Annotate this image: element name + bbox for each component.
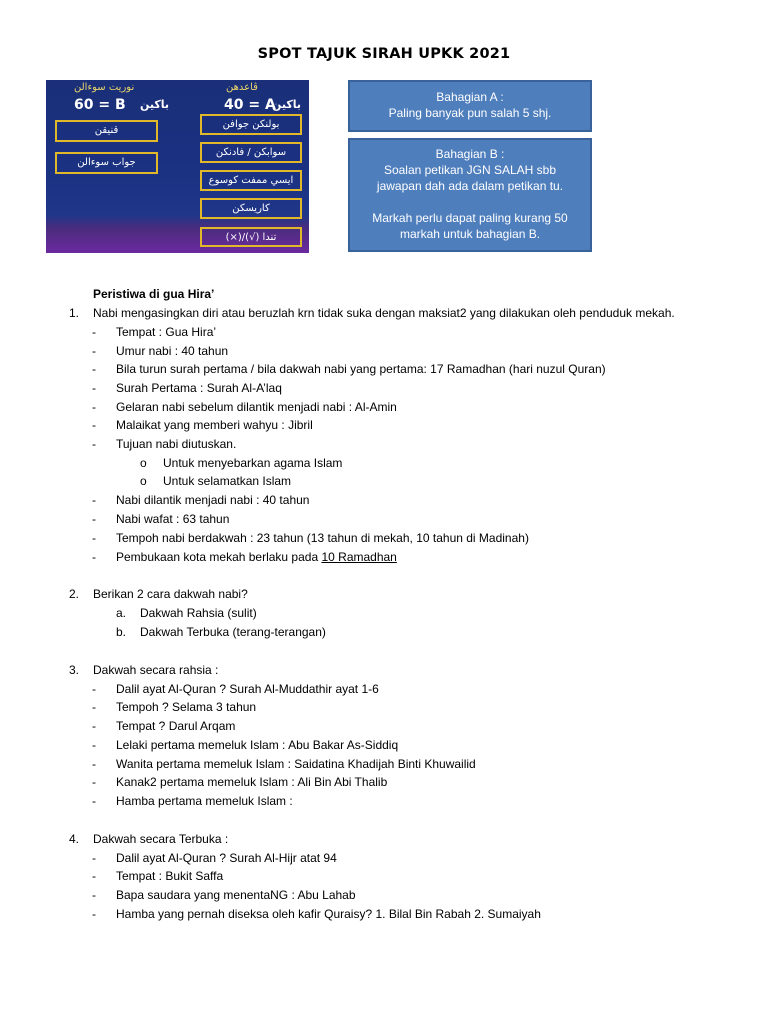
- exam-option-right-4: كاريسكن: [200, 198, 302, 219]
- bullet-dash-icon: -: [92, 512, 96, 526]
- bullet-dash-icon: -: [92, 362, 96, 376]
- exam-score-a: 40 = A: [224, 97, 276, 113]
- section1-last-prefix: Pembukaan kota mekah berlaku pada: [116, 550, 322, 564]
- bullet-dash-icon: -: [92, 531, 96, 545]
- bahagian-b-line4: markah untuk bahagian B.: [399, 227, 541, 241]
- section3-item: Dalil ayat Al-Quran ? Surah Al-Muddathir ayat 1-6: [116, 682, 379, 696]
- bahagian-a-text: Paling banyak pun salah 5 shj.: [388, 106, 552, 120]
- section1-last-underlined: 10 Ramadhan: [321, 550, 397, 564]
- bullet-o-icon: o: [140, 474, 147, 488]
- bahagian-b-box: [348, 138, 592, 252]
- section4-item: Bapa saudara yang menentaNG : Abu Lahab: [116, 888, 356, 902]
- section1-item: Nabi wafat : 63 tahun: [116, 512, 230, 526]
- section3-item: Wanita pertama memeluk Islam : Saidatina Khadijah Binti Khuwailid: [116, 757, 476, 771]
- bullet-dash-icon: -: [92, 700, 96, 714]
- section1-item: Umur nabi : 40 tahun: [116, 344, 229, 358]
- bullet-dash-icon: -: [92, 719, 96, 733]
- bahagian-a-box: [348, 80, 592, 132]
- section3-item: Hamba pertama memeluk Islam :: [116, 794, 293, 808]
- section1-item: Tempat : Gua Hira’: [116, 325, 217, 339]
- bullet-dash-icon: -: [92, 738, 96, 752]
- section3-item: Tempoh ? Selama 3 tahun: [116, 700, 257, 714]
- bullet-dash-icon: -: [92, 869, 96, 883]
- exam-option-left-2: جواب سوءالن: [55, 152, 158, 174]
- section1-item: Tempoh nabi berdakwah : 23 tahun (13 tahun di mekah, 10 tahun di Madinah): [116, 531, 529, 545]
- bullet-dash-icon: -: [92, 325, 96, 339]
- section1-last-item: [116, 550, 397, 564]
- bullet-dash-icon: -: [92, 775, 96, 789]
- bahagian-a-heading: Bahagian A :: [436, 90, 504, 104]
- section1-intro: Nabi mengasingkan diri atau beruzlah krn tidak suka dengan maksiat2 yang dilakukan oleh penduduk mekah.: [93, 306, 675, 320]
- section4-item: Dalil ayat Al-Quran ? Surah Al-Hijr atat 94: [116, 851, 337, 865]
- page-title: SPOT TAJUK SIRAH UPKK 2021: [257, 46, 511, 62]
- bahagian-b-line1: Soalan petikan JGN SALAH sbb: [383, 163, 557, 177]
- bullet-dash-icon: -: [92, 682, 96, 696]
- section3-heading: Dakwah secara rahsia :: [93, 663, 219, 677]
- bullet-dash-icon: -: [92, 794, 96, 808]
- exam-option-left-1: قنيقن: [55, 120, 158, 142]
- section2-a-text: Dakwah Rahsia (sulit): [140, 606, 257, 620]
- section1-item: Surah Pertama : Surah Al-A’laq: [116, 381, 282, 395]
- bullet-dash-icon: -: [92, 381, 96, 395]
- bahagian-b-heading: Bahagian B :: [435, 147, 505, 161]
- bullet-dash-icon: -: [92, 550, 96, 564]
- bullet-dash-icon: -: [92, 493, 96, 507]
- bullet-o-icon: o: [140, 456, 147, 470]
- section2-b-text: Dakwah Terbuka (terang-terangan): [140, 625, 326, 639]
- exam-option-right-1: بولنكن جوافن: [200, 114, 302, 135]
- section3-item: Tempat ? Darul Arqam: [116, 719, 236, 733]
- bahagian-b-line2: jawapan dah ada dalam petikan tu.: [376, 179, 564, 193]
- section1-subitem: Untuk menyebarkan agama Islam: [163, 456, 343, 470]
- bullet-dash-icon: -: [92, 344, 96, 358]
- section1-number: 1.: [69, 306, 80, 320]
- section1-item: Nabi dilantik menjadi nabi : 40 tahun: [116, 493, 310, 507]
- section2-number: 2.: [69, 587, 80, 601]
- section4-number: 4.: [69, 832, 80, 846]
- exam-arabic-a: باكين: [272, 98, 302, 111]
- section4-item: Hamba yang pernah diseksa oleh kafir Quraisy? 1. Bilal Bin Rabah 2. Sumaiyah: [116, 907, 541, 921]
- section3-number: 3.: [69, 663, 80, 677]
- section4-item: Tempat : Bukit Saffa: [116, 869, 224, 883]
- bullet-dash-icon: -: [92, 418, 96, 432]
- section1-subitem: Untuk selamatkan Islam: [163, 474, 292, 488]
- section1-item: Bila turun surah pertama / bila dakwah nabi yang pertama: 17 Ramadhan (hari nuzul Quran): [116, 362, 606, 376]
- exam-arabic-b: باكين: [140, 98, 170, 111]
- exam-screenshot-image: [46, 80, 309, 253]
- bullet-dash-icon: -: [92, 400, 96, 414]
- exam-header-arabic-left: نوريت سوءالن: [74, 82, 135, 93]
- exam-score-b: 60 = B: [74, 97, 126, 113]
- section2-a-label: a.: [116, 606, 127, 620]
- section1-subtitle: Peristiwa di gua Hira’: [93, 287, 215, 301]
- section3-item: Lelaki pertama memeluk Islam : Abu Bakar As-Siddiq: [116, 738, 399, 752]
- section1-item: Malaikat yang memberi wahyu : Jibril: [116, 418, 313, 432]
- bahagian-b-line3: Markah perlu dapat paling kurang 50: [372, 211, 568, 225]
- section2-question: Berikan 2 cara dakwah nabi?: [93, 587, 248, 601]
- section4-heading: Dakwah secara Terbuka :: [93, 832, 229, 846]
- section3-item: Kanak2 pertama memeluk Islam : Ali Bin Abi Thalib: [116, 775, 388, 789]
- section2-b-label: b.: [116, 625, 127, 639]
- bullet-dash-icon: -: [92, 757, 96, 771]
- bullet-dash-icon: -: [92, 888, 96, 902]
- bullet-dash-icon: -: [92, 907, 96, 921]
- exam-header-arabic-right: ڤاعدهن: [226, 82, 258, 93]
- section1-item: Tujuan nabi diutuskan.: [116, 437, 237, 451]
- exam-option-right-5: (×)/(√) تندا: [200, 227, 302, 247]
- bullet-dash-icon: -: [92, 851, 96, 865]
- bullet-dash-icon: -: [92, 437, 96, 451]
- exam-option-right-3: ايسي ممفت كوسوع: [200, 170, 302, 191]
- section1-item: Gelaran nabi sebelum dilantik menjadi nabi : Al-Amin: [116, 400, 397, 414]
- exam-option-right-2: سوابكن / فادنكن: [200, 142, 302, 163]
